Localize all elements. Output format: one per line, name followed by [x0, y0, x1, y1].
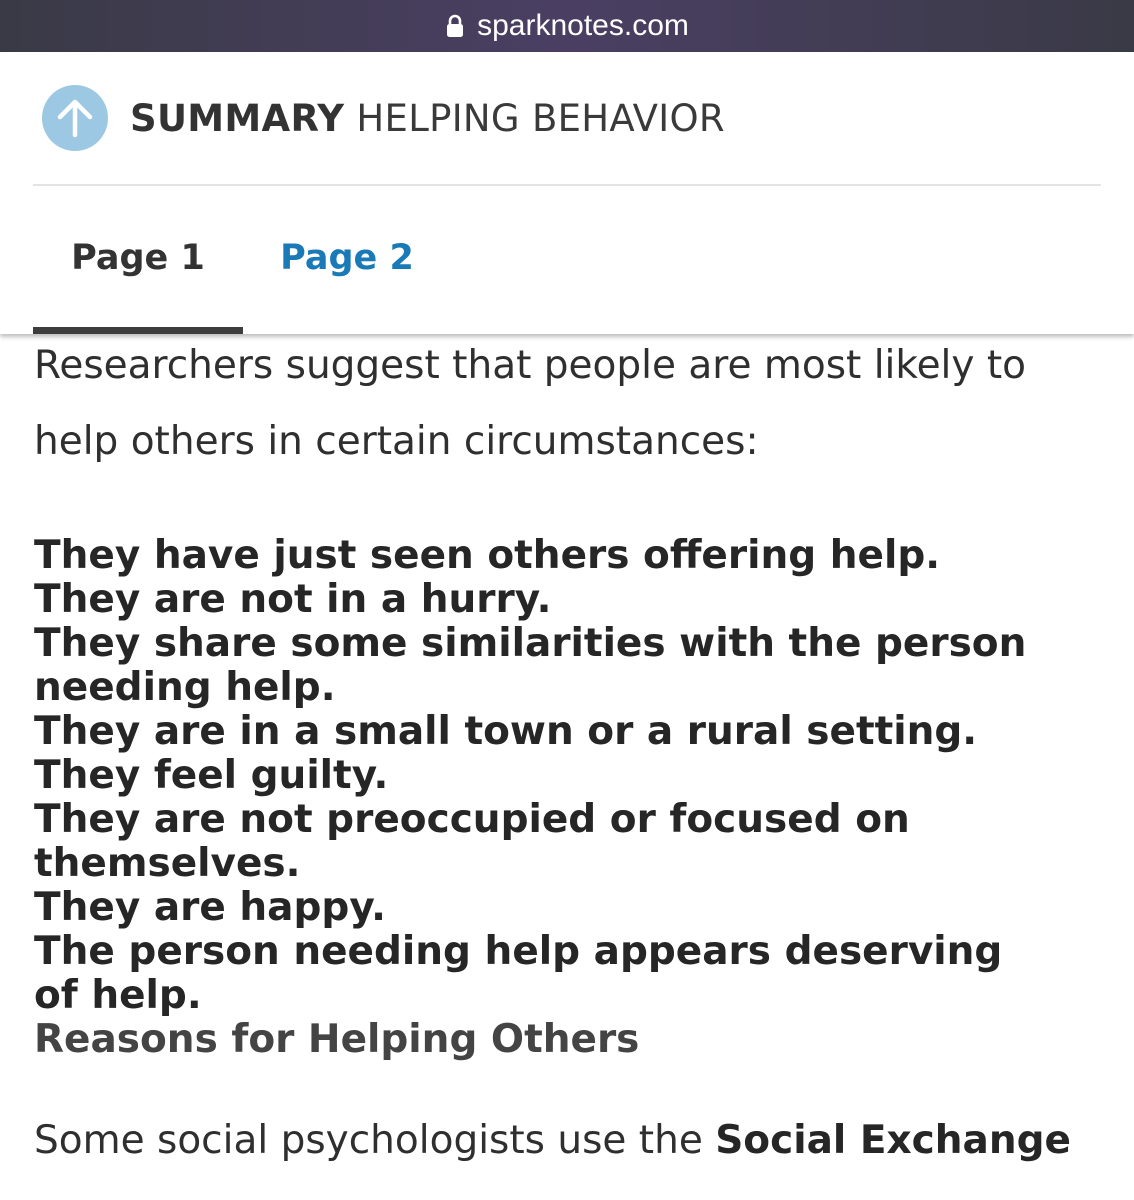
arrow-up-icon [55, 97, 95, 139]
paragraph-bold-term: Social Exchange [715, 1118, 1071, 1163]
back-to-top-button[interactable] [42, 85, 108, 151]
tab-page-1[interactable]: Page 1 [33, 228, 243, 334]
sticky-header [0, 52, 1134, 334]
page-title-section: SUMMARY [130, 96, 345, 140]
list-item: They have just seen others offering help. [34, 533, 941, 578]
list-item: They are not in a hurry. [34, 577, 552, 622]
circumstances-list [34, 534, 1034, 1018]
list-item: The person needing help appears deserving of help. [34, 929, 1003, 1018]
article-content [34, 328, 1104, 1163]
page-title-topic: HELPING BEHAVIOR [356, 96, 725, 140]
browser-url-bar[interactable] [0, 0, 1134, 52]
section-heading: Reasons for Helping Others [34, 1017, 640, 1062]
list-item: They are in a small town or a rural setting. [34, 709, 978, 754]
page-tabs [33, 228, 447, 334]
url-text: sparknotes.com [477, 9, 689, 42]
social-exchange-paragraph [34, 1116, 1071, 1166]
paragraph-text: Some social psychologists use the [34, 1118, 716, 1163]
list-item: They are not preoccupied or focused on themselves. [34, 797, 910, 886]
lock-icon [445, 14, 465, 38]
tab-page-2[interactable]: Page 2 [280, 238, 414, 278]
intro-paragraph: Researchers suggest that people are most likely to help others in certain circumstances: [34, 343, 1027, 464]
list-item: They are happy. [34, 885, 386, 930]
list-item: They feel guilty. [34, 753, 389, 798]
page-title [130, 97, 725, 140]
list-item: They share some similarities with the person needing help. [34, 621, 1027, 710]
title-row [42, 84, 725, 152]
header-divider [33, 184, 1101, 186]
